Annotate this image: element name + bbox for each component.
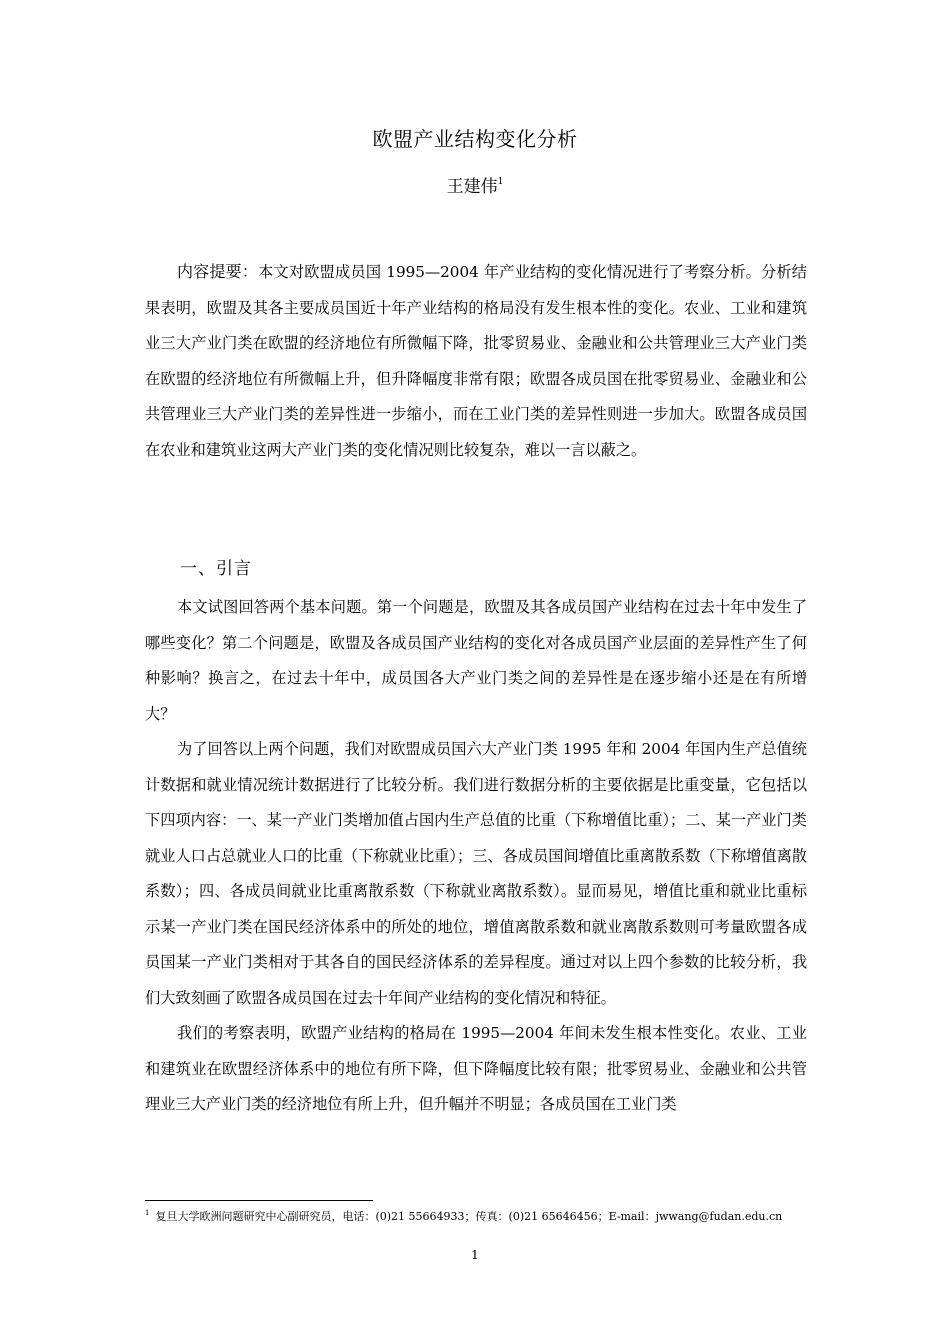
abstract-label: 内容提要： (177, 262, 259, 281)
abstract (145, 254, 807, 468)
footnote-mark: 1 (145, 1209, 150, 1217)
abstract-text: 本文对欧盟成员国 1995—2004 年产业结构的变化情况进行了考察分析。分析结果表明，欧盟及其各主要成员国近十年产业结构的格局没有发生根本性的变化。农业、工业和建筑业三大产业门类在欧盟的经济地位有所微幅下降，批零贸易业、金融业和公共管理业三大产业门类在欧盟的经济地位有所微幅上升，但升降幅度非常有限；欧盟各成员国在批零贸易业、金融业和公共管理业三大产业门类的差异性进一步缩小，而在工业门类的差异性则进一步加大。欧盟各成员国在农业和建筑业这两大产业门类的变化情况则比较复杂，难以一言以蔽之。 (145, 263, 807, 459)
author-name: 王建伟 (446, 177, 498, 197)
section-body (145, 590, 807, 1123)
body-paragraph: 本文试图回答两个基本问题。第一个问题是，欧盟及其各成员国产业结构在过去十年中发生了哪些变化？第二个问题是，欧盟及各成员国产业结构的变化对各成员国产业层面的差异性产生了何种影响？换言之，在过去十年中，成员国各大产业门类之间的差异性是在逐步缩小还是在有所增大？ (145, 598, 807, 723)
body-paragraph: 为了回答以上两个问题，我们对欧盟成员国六大产业门类 1995 年和 2004 年国内生产总值统计数据和就业情况统计数据进行了比较分析。我们进行数据分析的主要依据是比重变量，它包括以下四项内容：一、某一产业门类增加值占国内生产总值的比重（下称增值比重）；二、某一产业门类就业人口占总就业人口的比重（下称就业比重）；三、各成员国间增值比重离散系数（下称增值离散系数）；四、各成员间就业比重离散系数（下称就业离散系数）。显而易见，增值比重和就业比重标示某一产业门类在国民经济体系中的所处的地位，增值离散系数和就业离散系数则可考量欧盟各成员国某一产业门类相对于其各自的国民经济体系的差异程度。通过对以上四个参数的比较分析，我们大致刻画了欧盟各成员国在过去十年间产业结构的变化情况和特征。 (145, 740, 807, 1007)
footnote-divider (145, 1200, 373, 1201)
page-title (0, 124, 950, 154)
footnote (145, 1208, 825, 1226)
author-line (0, 174, 950, 200)
title-text: 欧盟产业结构变化分析 (372, 127, 578, 151)
footnote-text: 复旦大学欧洲问题研究中心副研究员，电话：(0)21 55664933；传真：(0)21 65646456；E-mail：jwwang@fudan.edu.cn (155, 1210, 783, 1223)
author-footnote-mark[interactable]: 1 (497, 177, 504, 187)
page-number: 1 (471, 1248, 479, 1262)
body-paragraph: 我们的考察表明，欧盟产业结构的格局在 1995—2004 年间未发生根本性变化。农业、工业和建筑业在欧盟经济体系中的地位有所下降，但下降幅度比较有限；批零贸易业、金融业和公共管理业三大产业门类的经济地位有所上升，但升幅并不明显；各成员国在工业门类 (145, 1024, 807, 1113)
abstract-paragraph (145, 254, 807, 468)
section-heading: 一、引言 (180, 559, 252, 579)
